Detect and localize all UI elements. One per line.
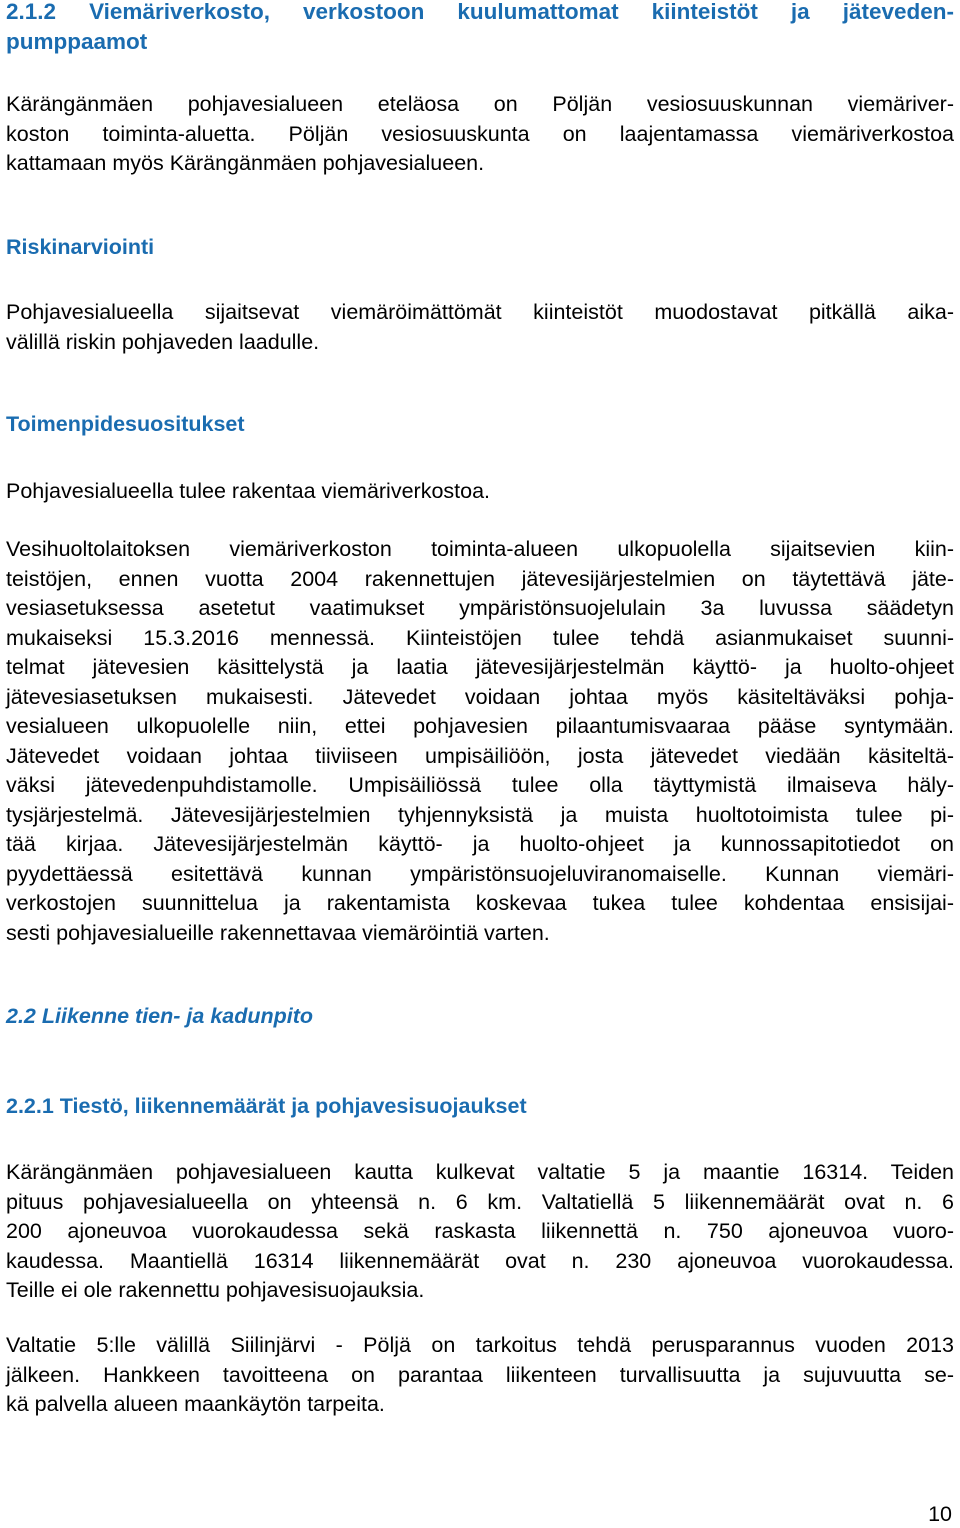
- text-line: Pohjavesialueella sijaitsevat viemäröimättömät kiinteistöt muodostavat pitkällä aika-: [6, 300, 954, 324]
- page-number: 10: [928, 1502, 952, 1526]
- road-improvement-paragraph: [6, 1331, 954, 1420]
- risk-heading-text: Riskinarviointi: [6, 235, 155, 259]
- heading-text: 2.2 Liikenne tien- ja kadunpito: [6, 1004, 314, 1028]
- text-line: jätevesiasetuksen mukaisesti. Jätevedet voidaan johtaa myös käsiteltäväksi pohja-: [6, 684, 954, 709]
- text-line: kaudessa. Maantiellä 16314 liikennemäärät ovat n. 230 ajoneuvoa vuorokaudessa.: [6, 1248, 954, 1273]
- section-heading-2-2-1: [6, 1092, 954, 1122]
- actions-heading-text: Toimenpidesuositukset: [6, 412, 245, 436]
- text-line: kä palvella alueen maankäytön tarpeita.: [6, 1392, 385, 1416]
- heading-text: 2.2.1 Tiestö, liikennemäärät ja pohjavesisuojaukset: [6, 1094, 527, 1118]
- intro-paragraph: [6, 90, 954, 179]
- text-line: tää kirjaa. Jätevesijärjestelmän käyttö- ja huolto-ohjeet ja kunnossapitotiedot on: [6, 832, 954, 856]
- text-line: Kärängänmäen pohjavesialueen kautta kulkevat valtatie 5 ja maantie 16314. Teiden: [6, 1160, 954, 1184]
- text-line: jälkeen. Hankkeen tavoitteena on parantaa liikenteen turvallisuutta ja sujuvuutta se-: [6, 1362, 954, 1387]
- text-line: Pohjavesialueella tulee rakentaa viemäriverkostoa.: [6, 479, 491, 503]
- text-line: teistöjen, ennen vuotta 2004 rakennettujen jätevesijärjestelmien on täytettävä jäte-: [6, 566, 954, 591]
- actions-paragraph: [6, 477, 954, 507]
- section-heading-2-2: [6, 1002, 954, 1032]
- traffic-paragraph: [6, 1158, 954, 1306]
- heading-line: 2.1.2 Viemäriverkosto, verkostoon kuulumattomat kiinteistöt ja jäteveden-: [6, 0, 954, 24]
- wastewater-paragraph: [6, 535, 954, 948]
- text-line: tysjärjestelmä. Jätevesijärjestelmien tyhjennyksistä ja muista huoltotoimista tulee pi-: [6, 802, 954, 827]
- text-line: telmat jätevesien käsittelystä ja laatia jätevesijärjestelmän käyttö- ja huolto-ohjeet: [6, 655, 954, 679]
- text-line: Jätevedet voidaan johtaa tiiviiseen umpisäiliöön, josta jätevedet viedään käsiteltä-: [6, 743, 954, 768]
- actions-heading: [6, 410, 954, 440]
- text-line: väksi jätevedenpuhdistamolle. Umpisäiliössä tulee olla täyttymistä ilmaiseva häly-: [6, 773, 954, 797]
- text-line: 200 ajoneuvoa vuorokaudessa sekä raskasta liikennettä n. 750 ajoneuvoa vuoro-: [6, 1219, 954, 1243]
- text-line: Valtatie 5:lle välillä Siilinjärvi - Pöljä on tarkoitus tehdä perusparannus vuoden 2013: [6, 1333, 954, 1357]
- text-line: pyydettäessä esitettävä kunnan ympäristönsuojeluviranomaiselle. Kunnan viemäri-: [6, 861, 954, 886]
- text-line: vesialueen ulkopuolelle niin, ettei pohjavesien pilaantumisvaaraa pääse syntymään.: [6, 714, 954, 738]
- text-line: Teille ei ole rakennettu pohjavesisuojauksia.: [6, 1278, 425, 1302]
- section-heading-2-1-2: [6, 0, 954, 56]
- text-line: mukaiseksi 15.3.2016 mennessä. Kiinteistöjen tulee tehdä asianmukaiset suunni-: [6, 625, 954, 650]
- risk-paragraph: [6, 298, 954, 357]
- text-line: pituus pohjavesialueella on yhteensä n. 6 km. Valtatiellä 5 liikennemäärät ovat n. 6: [6, 1189, 954, 1214]
- text-line: verkostojen suunnittelua ja rakentamista koskevaa tukea tulee kohdentaa ensisijai-: [6, 891, 954, 915]
- text-line: koston toiminta-aluetta. Pöljän vesiosuuskunta on laajentamassa viemäriverkostoa: [6, 121, 954, 146]
- text-line: kattamaan myös Kärängänmäen pohjavesialueen.: [6, 151, 485, 175]
- text-line: sesti pohjavesialueille rakennettavaa viemäröintiä varten.: [6, 920, 550, 945]
- text-line: Vesihuoltolaitoksen viemäriverkoston toiminta-alueen ulkopuolella sijaitsevien kiin-: [6, 537, 954, 561]
- risk-heading: [6, 233, 954, 263]
- text-line: vesiasetuksessa asetetut vaatimukset ympäristönsuojelulain 3a luvussa säädetyn: [6, 596, 954, 620]
- heading-line: pumppaamot: [6, 28, 148, 54]
- text-line: Kärängänmäen pohjavesialueen eteläosa on Pöljän vesiosuuskunnan viemäriver-: [6, 92, 954, 116]
- text-line: välillä riskin pohjaveden laadulle.: [6, 329, 320, 354]
